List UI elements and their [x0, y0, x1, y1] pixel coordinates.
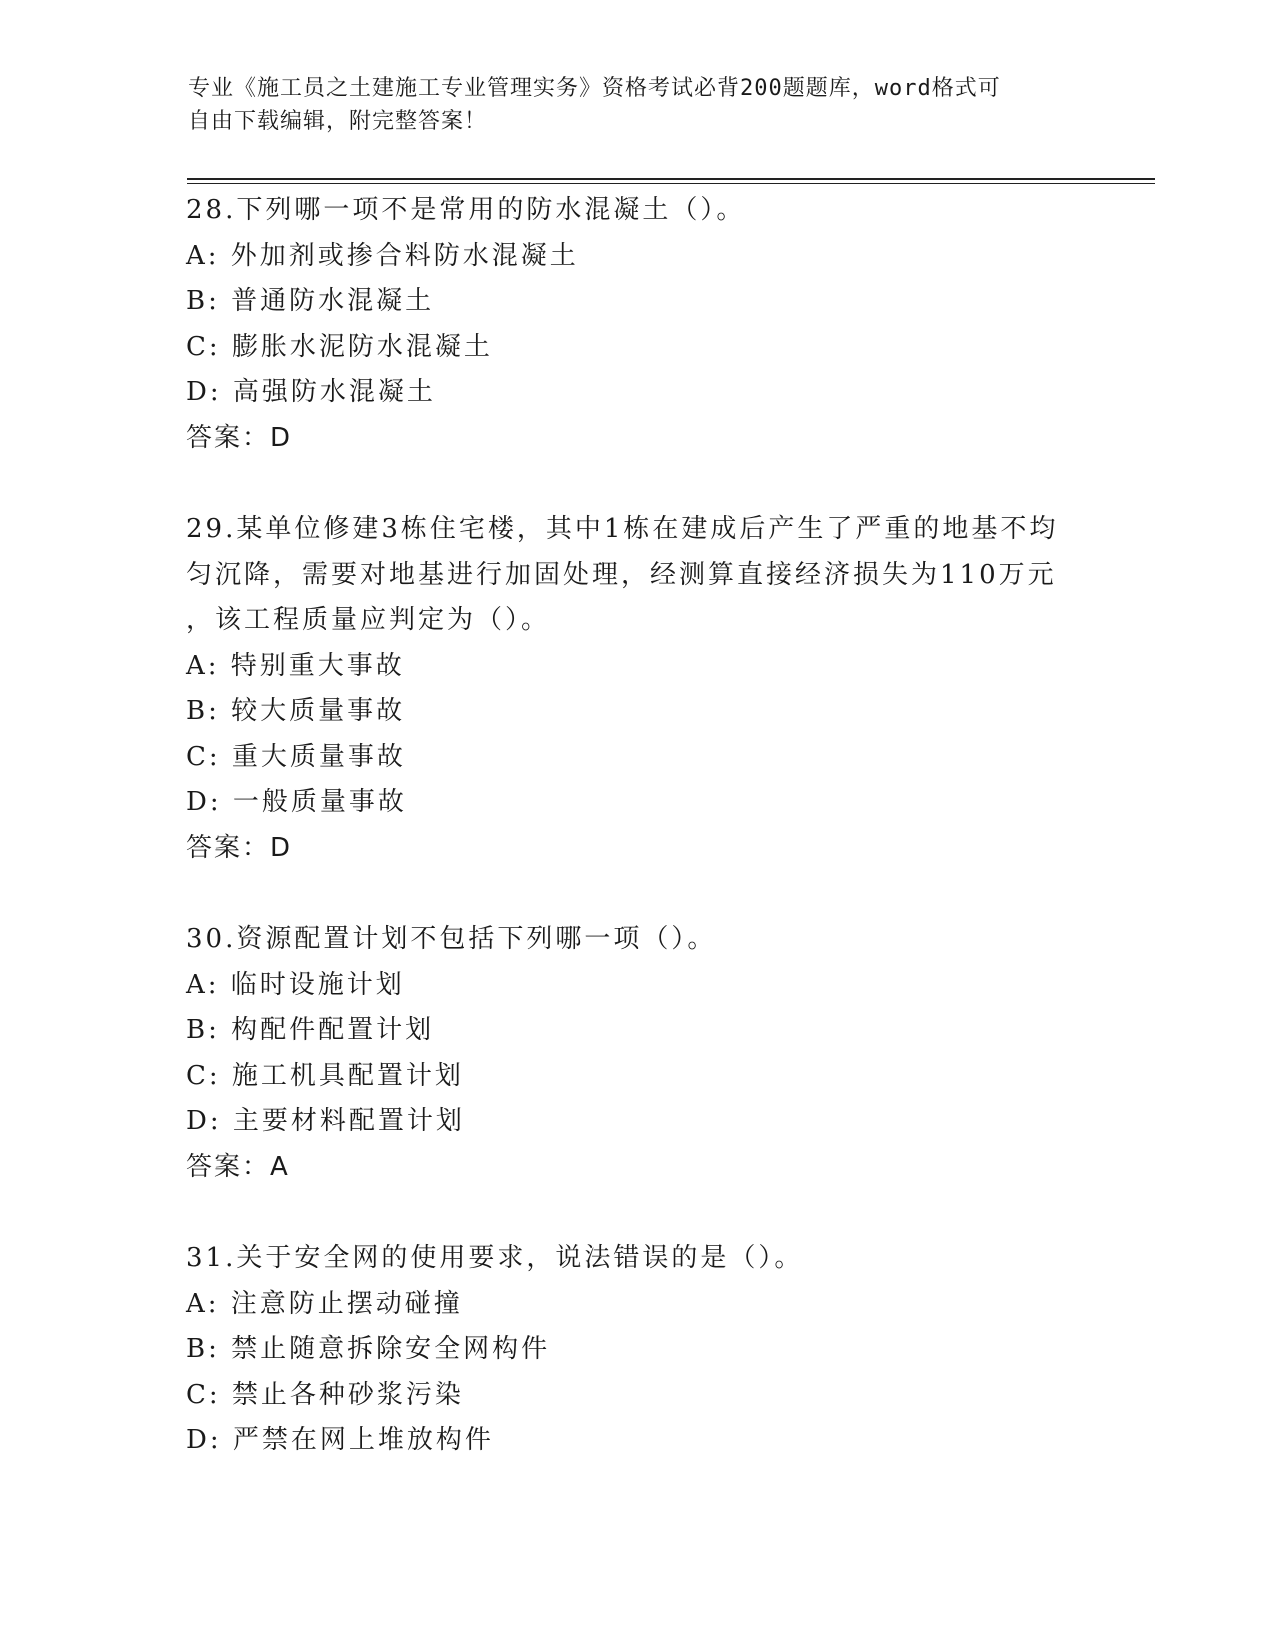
question-31 [186, 1236, 1146, 1464]
option-c: C: 重大质量事故 [186, 741, 406, 772]
question-28 [186, 188, 1146, 461]
question-stem: 29.某单位修建3栋住宅楼，其中1栋在建成后产生了严重的地基不均 [186, 514, 1059, 544]
header-line-1: 专业《施工员之土建施工专业管理实务》资格考试必背200题题库，word格式可 [188, 76, 1001, 101]
option-c: C: 施工机具配置计划 [186, 1060, 464, 1091]
question-30 [186, 917, 1146, 1190]
header-divider-thick [187, 178, 1155, 180]
option-d: D: 一般质量事故 [186, 787, 407, 817]
question-stem-continued: ，该工程质量应判定为（）。 [186, 605, 551, 635]
option-a: A: 外加剂或掺合料防水混凝土 [186, 240, 579, 271]
question-list [186, 188, 1146, 1510]
question-stem-continued: 匀沉降，需要对地基进行加固处理，经测算直接经济损失为110万元 [186, 559, 1057, 590]
option-b: B: 禁止随意拆除安全网构件 [186, 1334, 551, 1364]
question-stem: 31.关于安全网的使用要求，说法错误的是（）。 [186, 1243, 804, 1273]
answer: 答案：A [186, 1151, 290, 1182]
option-b: B: 较大质量事故 [186, 696, 406, 726]
option-a: A: 注意防止摆动碰撞 [186, 1288, 463, 1319]
header-divider-thin [187, 183, 1155, 184]
option-c: C: 膨胀水泥防水混凝土 [186, 331, 493, 362]
option-c: C: 禁止各种砂浆污染 [186, 1379, 464, 1410]
option-a: A: 临时设施计划 [186, 969, 405, 1000]
question-29 [186, 507, 1146, 871]
answer: 答案：D [186, 832, 293, 863]
header-line-2: 自由下载编辑，附完整答案！ [188, 109, 488, 134]
option-d: D: 严禁在网上堆放构件 [186, 1425, 494, 1455]
option-d: D: 高强防水混凝土 [186, 377, 436, 407]
document-header [188, 72, 1088, 138]
answer: 答案：D [186, 422, 293, 453]
option-b: B: 构配件配置计划 [186, 1015, 435, 1045]
question-stem: 30.资源配置计划不包括下列哪一项（）。 [186, 924, 717, 954]
option-a: A: 特别重大事故 [186, 650, 405, 681]
option-b: B: 普通防水混凝土 [186, 286, 435, 316]
option-d: D: 主要材料配置计划 [186, 1106, 465, 1136]
question-stem: 28.下列哪一项不是常用的防水混凝土（）。 [186, 195, 746, 225]
